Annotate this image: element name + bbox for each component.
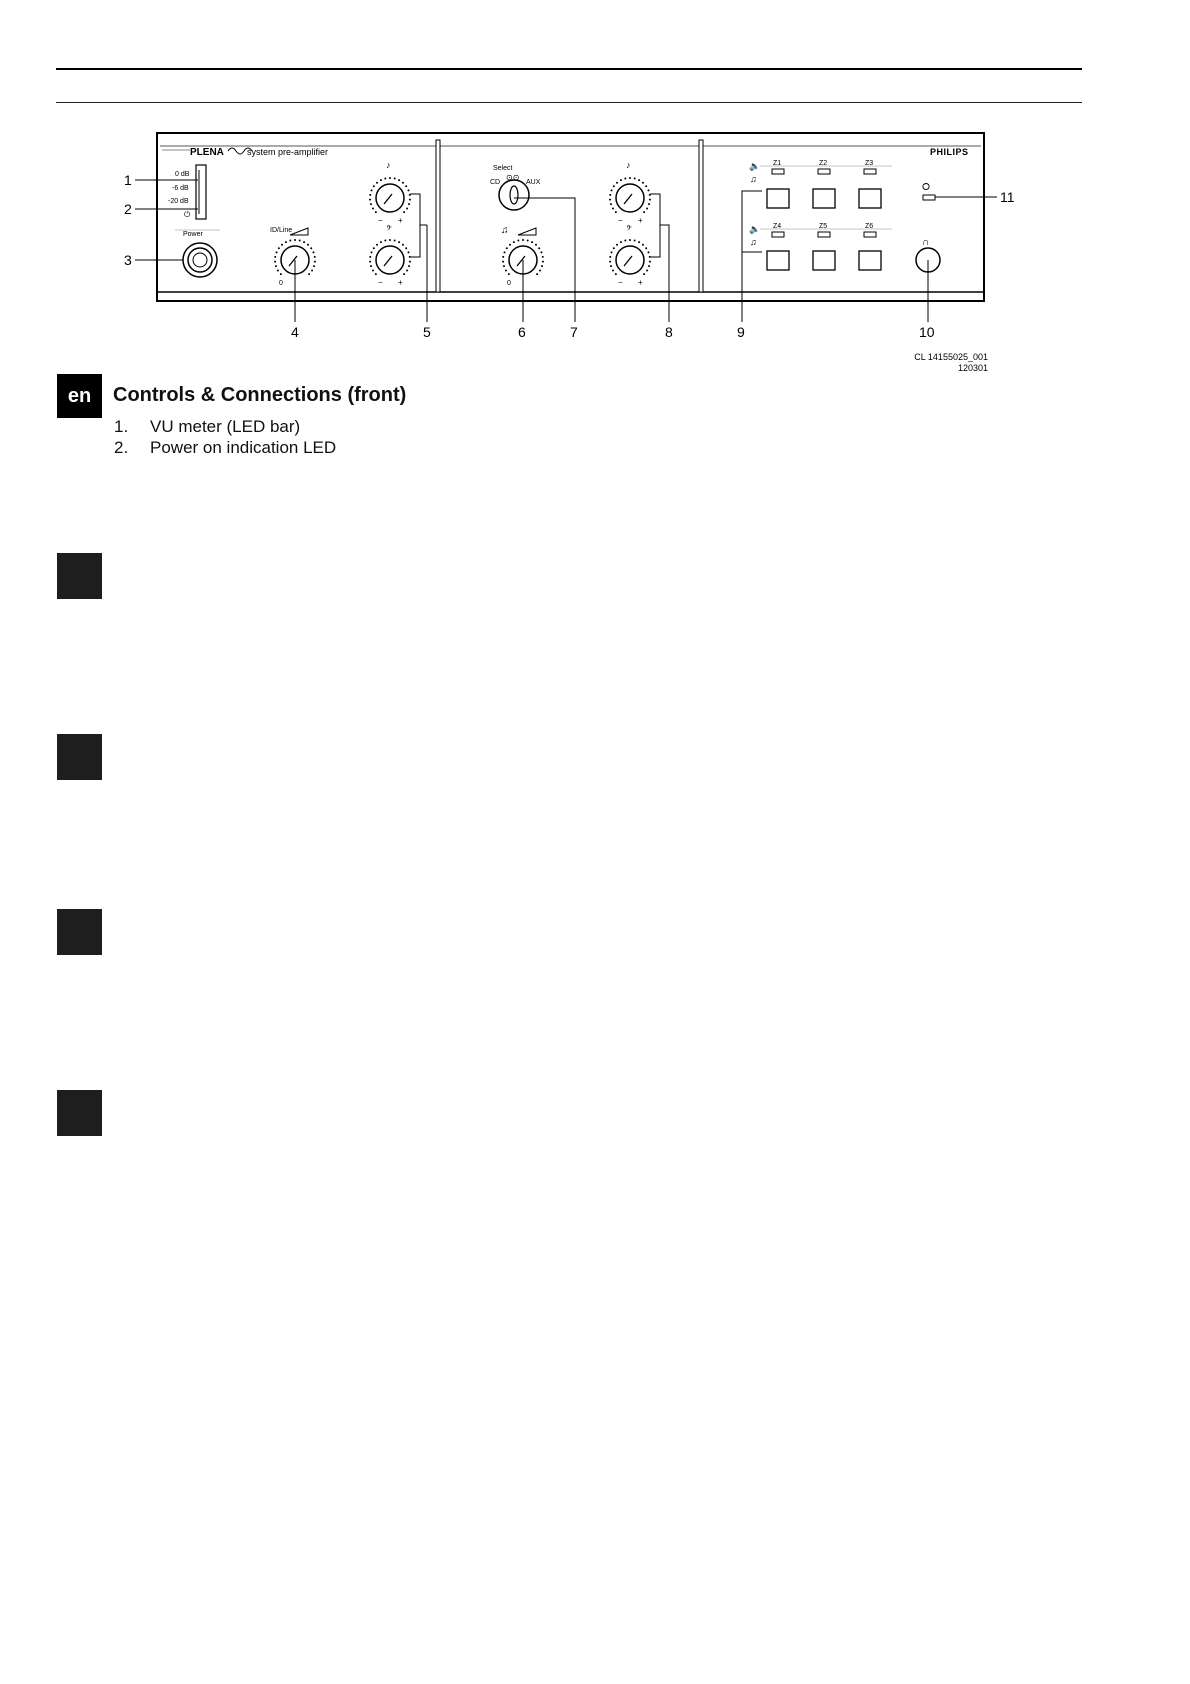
scale-zero-label: 0 <box>279 280 283 287</box>
divider-2 <box>699 140 703 292</box>
scale-plus-label: + <box>638 278 643 287</box>
list-item-text: VU meter (LED bar) <box>150 417 301 436</box>
list-item-text: Power on indication LED <box>150 438 337 457</box>
vu-meter <box>196 165 206 219</box>
speaker-icon-a: 🔈 <box>749 161 761 171</box>
callout-9: 9 <box>737 324 745 340</box>
zone-label: Z4 <box>773 223 782 230</box>
zone-led <box>772 169 784 174</box>
language-marker-block <box>57 909 102 955</box>
callout-5: 5 <box>423 324 431 340</box>
language-badge: en <box>57 374 102 418</box>
figure-code-line1: CL 14155025_001 <box>914 352 988 362</box>
scale-minus-label: − <box>618 278 623 287</box>
scale-plus-label: + <box>398 278 403 287</box>
scale-minus-label: − <box>378 278 383 287</box>
power-led-icon: ⏻ <box>184 210 191 219</box>
tone-icon: 𝄢 <box>626 224 632 234</box>
zone-label: Z1 <box>773 160 782 167</box>
zone-label: Z2 <box>819 160 828 167</box>
cd-label: CD <box>490 179 501 186</box>
zone-label: Z5 <box>819 223 828 230</box>
mic-line-label: ID/Line <box>270 227 293 234</box>
callout-8: 8 <box>665 324 673 340</box>
list-item <box>114 437 336 458</box>
treble-knob-1 <box>369 177 411 213</box>
chime-led <box>923 195 935 200</box>
select-label: Select <box>493 165 513 172</box>
callout-11: 11 <box>1000 189 1015 205</box>
music-icon-a: ♫ <box>750 174 757 184</box>
language-marker-block <box>57 553 102 599</box>
zone-label: Z6 <box>865 223 874 230</box>
tone-icon: ♪ <box>386 160 391 170</box>
knobs <box>274 160 651 287</box>
scale-minus-label: − <box>378 216 383 225</box>
scale-zero-label: 0 <box>507 280 511 287</box>
zone-led <box>818 169 830 174</box>
bass-knob-2 <box>609 239 651 275</box>
power-label: Power <box>183 231 203 238</box>
aux-label: AUX <box>526 179 541 186</box>
brand-label: PLENA <box>190 147 224 158</box>
zone-button <box>767 189 789 208</box>
callout-2: 2 <box>124 201 132 217</box>
music-icon-b: ♫ <box>750 237 757 247</box>
zone-button <box>859 189 881 208</box>
tone-icon: 𝄢 <box>386 224 392 234</box>
subtitle-label: system pre-amplifier <box>247 147 329 157</box>
callout-10: 10 <box>919 324 935 340</box>
vu-label-0: 0 dB <box>175 171 190 178</box>
controls-list <box>114 416 336 458</box>
zone-button <box>859 251 881 270</box>
zone-buttons <box>760 160 892 270</box>
treble-knob-2 <box>609 177 651 213</box>
language-marker-block <box>57 1090 102 1136</box>
philips-logo: PHILIPS <box>930 147 969 157</box>
vu-label-20: -20 dB <box>168 198 189 205</box>
zone-led <box>864 232 876 237</box>
list-item-number: 2. <box>114 438 129 457</box>
callout-7: 7 <box>570 324 578 340</box>
list-item-number: 1. <box>114 417 129 436</box>
front-panel-diagram <box>0 0 1190 380</box>
zone-button <box>767 251 789 270</box>
scale-plus-label: + <box>638 216 643 225</box>
tape-icon: ⊙⊙ <box>506 173 520 182</box>
bracket-5 <box>410 194 420 257</box>
music-note-icon: ♫ <box>501 225 509 236</box>
bracket-8 <box>650 194 660 257</box>
callout-1: 1 <box>124 172 132 188</box>
bass-knob-1 <box>369 239 411 275</box>
figure-code-line2: 120301 <box>957 363 988 373</box>
tone-icon: ♪ <box>626 160 631 170</box>
zone-led <box>772 232 784 237</box>
zone-button <box>813 251 835 270</box>
section-heading: Controls & Connections (front) <box>113 384 407 406</box>
headphone-icon: ∩ <box>922 237 930 248</box>
scale-minus-label: − <box>618 216 623 225</box>
zone-button <box>813 189 835 208</box>
divider-1 <box>436 140 440 292</box>
callout-3: 3 <box>124 252 132 268</box>
list-item <box>114 416 336 437</box>
vu-label-6: -6 dB <box>172 185 189 192</box>
callout-6: 6 <box>518 324 526 340</box>
panel-frame <box>157 133 984 301</box>
zone-led <box>818 232 830 237</box>
scale-plus-label: + <box>398 216 403 225</box>
zone-label: Z3 <box>865 160 874 167</box>
callout-4: 4 <box>291 324 299 340</box>
speaker-icon-b: 🔈 <box>749 224 761 234</box>
chime-icon: ⭘ <box>922 182 930 193</box>
zone-led <box>864 169 876 174</box>
language-marker-block <box>57 734 102 780</box>
